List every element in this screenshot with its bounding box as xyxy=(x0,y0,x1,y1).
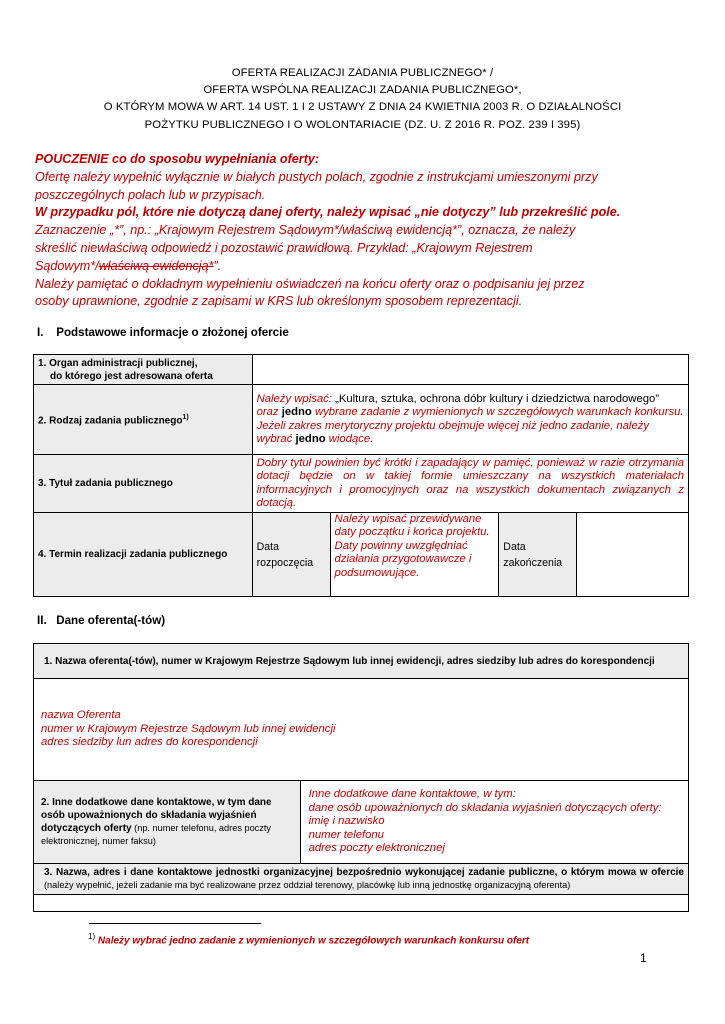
hint-line: imię i nazwisko xyxy=(308,815,385,828)
rodzaj-hint: „Kultura, sztuka, ochrona dóbr kultury i dziedzictwa narodowego” xyxy=(335,392,660,405)
table-row xyxy=(34,644,689,679)
instructions-text: Ofertę należy wypełnić wyłącznie w białych pustych polach, zgodnie z instrukcjami umieszonymi przy xyxy=(35,169,598,184)
jednostka-label-note: (należy wypełnić, jeżeli zadanie ma być realizowane przez oddział terenowy, placówkę lub inną jednostkę organizacyjną oferenta) xyxy=(44,880,571,890)
organ-input[interactable] xyxy=(252,355,688,385)
hint-line: Inne dodatkowe dane kontaktowe, w tym: xyxy=(308,788,516,801)
nazwa-oferenta-input[interactable] xyxy=(34,679,689,781)
table-row xyxy=(34,455,689,513)
table-row xyxy=(34,864,689,895)
section-number: I. xyxy=(37,326,44,339)
tytul-label: 3. Tytuł zadania publicznego xyxy=(34,455,253,513)
header-line: OFERTA REALIZACJI ZADANIA PUBLICZNEGO* / xyxy=(231,67,494,79)
section-heading-2 xyxy=(37,614,165,627)
instructions-text xyxy=(35,258,695,276)
instructions-text-part: ”. xyxy=(213,258,222,273)
instructions-text: Należy pamiętać o dokładnym wypełnieniu oświadczeń na końcu oferty oraz o podpisaniu jej przez xyxy=(35,276,585,291)
header-line: O KTÓRYM MOWA W ART. 14 UST. 1 I 2 USTAWY Z DNIA 24 KWIETNIA 2003 R. O DZIAŁALNOŚCI xyxy=(103,101,622,114)
section-title: Podstawowe informacje o złożonej ofercie xyxy=(56,326,289,339)
organ-label xyxy=(34,355,253,385)
hint-line: nazwa Oferenta xyxy=(41,709,121,722)
rodzaj-hint: jedno xyxy=(295,432,326,445)
footnote xyxy=(88,932,529,946)
rodzaj-hint: Jeżeli zakres merytoryczny projektu obejmuje więcej niż jedno zadanie, należy wybrać xyxy=(256,419,650,445)
data-zakonczenia-input[interactable] xyxy=(577,513,689,597)
strikethrough-example: właściwą ewidencją* xyxy=(98,258,214,273)
table-row xyxy=(34,679,689,781)
dane-kontaktowe-label-note: (np. numer telefonu, adres poczty elektronicznej, numer faksu) xyxy=(41,823,272,846)
instructions-text-part: Sądowym*/ xyxy=(35,258,99,273)
section-number: II. xyxy=(37,614,47,627)
jednostka-label-text: 3. Nazwa, adres i dane kontaktowe jednostki organizacyjnej bezpośrednio wykonującej zadanie publiczne, o którym mowa w ofercie xyxy=(44,867,684,878)
hint-line: numer w Krajowym Rejestrze Sądowym lub innej ewidencji xyxy=(41,722,336,735)
instructions-title: POUCZENIE co do sposobu wypełniania oferty: xyxy=(35,152,320,166)
termin-label: 4. Termin realizacji zadania publicznego xyxy=(34,513,253,597)
tytul-input[interactable]: Dobry tytuł powinien być krótki i zapadający w pamięć, ponieważ w razie otrzymania dotacji będzie on w takiej formie umieszczany na wszystkich materiałach informacyjnych i promocyjnych oraz na wszystkich dokumentach związanych z dotacją. xyxy=(252,455,688,513)
page-number: 1 xyxy=(640,951,647,965)
section-heading-1 xyxy=(37,326,289,339)
table-row xyxy=(34,513,689,597)
table-row xyxy=(34,895,689,912)
instructions-text: skreślić niewłaściwą odpowiedź i pozostawić prawidłową. Przykład: „Krajowym Rejestrem xyxy=(35,240,533,255)
organ-label-line: 1. Organ administracji publicznej, xyxy=(38,357,198,369)
data-rozpoczecia-label: Data rozpoczęcia xyxy=(252,513,330,597)
dane-kontaktowe-label-text: 2. Inne dodatkowe dane kontaktowe, w tym dane osób upoważnionych do składania wyjaśnień dotyczących oferty xyxy=(41,797,272,834)
document-header xyxy=(30,65,695,134)
rodzaj-hint: wybrane zadanie z wymienionych w szczegółowych warunkach konkursu. xyxy=(311,406,684,419)
rodzaj-hint: wiodące. xyxy=(325,432,374,445)
table-row xyxy=(34,355,689,385)
footnote-marker: 1) xyxy=(88,932,96,941)
rodzaj-hint: jedno xyxy=(281,406,312,419)
header-line: POŻYTKU PUBLICZNEGO I O WOLONTARIACIE (DZ. U. Z 2016 R. POZ. 239 I 395) xyxy=(144,118,581,131)
instructions-text: osoby uprawnione, zgodnie z zapisami w KRS lub określonym sposobem reprezentacji. xyxy=(35,294,523,309)
data-zakonczenia-label: Data zakończenia xyxy=(499,513,577,597)
jednostka-input[interactable] xyxy=(34,895,689,912)
hint-line: adres poczty elektronicznej xyxy=(308,842,445,855)
basic-info-table xyxy=(33,354,689,597)
organ-label-line: do którego jest adresowana oferta xyxy=(50,370,213,382)
rodzaj-hint: Należy wpisać: xyxy=(256,392,336,405)
hint-line: numer telefonu xyxy=(308,828,384,841)
offeror-table xyxy=(33,643,689,912)
instructions-text: poszczególnych polach lub w przypisach. xyxy=(35,187,266,202)
hint-line: adres siedziby lun adres do korespondencji xyxy=(41,736,258,749)
section-title: Dane oferenta(-tów) xyxy=(56,614,166,627)
dane-kontaktowe-input[interactable] xyxy=(300,781,688,864)
hint-line: dane osób upoważnionych do składania wyjaśnień dotyczących oferty: xyxy=(308,801,662,814)
table-row xyxy=(34,781,689,864)
rodzaj-label xyxy=(34,385,253,455)
footnote-divider xyxy=(89,923,261,924)
instructions-text: W przypadku pól, które nie dotyczą danej oferty, należy wpisać „nie dotyczy” lub przekreślić pole. xyxy=(35,205,621,220)
instructions-block xyxy=(35,151,695,311)
footnote-text: Należy wybrać jedno zadanie z wymienionych w szczegółowych warunkach konkursu ofert xyxy=(97,935,530,947)
rodzaj-input[interactable] xyxy=(252,385,688,455)
dane-kontaktowe-label xyxy=(34,781,301,864)
header-line: OFERTA WSPÓLNA REALIZACJI ZADANIA PUBLICZNEGO*, xyxy=(203,84,522,97)
nazwa-oferenta-label: 1. Nazwa oferenta(-tów), numer w Krajowym Rejestrze Sądowym lub innej ewidencji, adres siedziby lub adres do korespondencji xyxy=(34,644,689,679)
jednostka-label xyxy=(34,864,689,895)
table-row xyxy=(34,385,689,455)
footnote-ref: 1) xyxy=(182,414,189,422)
instructions-text: Zaznaczenie „*”, np.: „Krajowym Rejestrem Sądowym*/właściwą ewidencją*”, oznacza, że należy xyxy=(35,223,576,238)
termin-note-input[interactable]: Należy wpisać przewidywane daty początku i końca projektu. Daty powinny uwzględniać działania przygotowawcze i podsumowujące. xyxy=(330,513,499,597)
rodzaj-label-text: 2. Rodzaj zadania publicznego xyxy=(38,415,183,427)
rodzaj-hint: oraz xyxy=(256,406,282,419)
